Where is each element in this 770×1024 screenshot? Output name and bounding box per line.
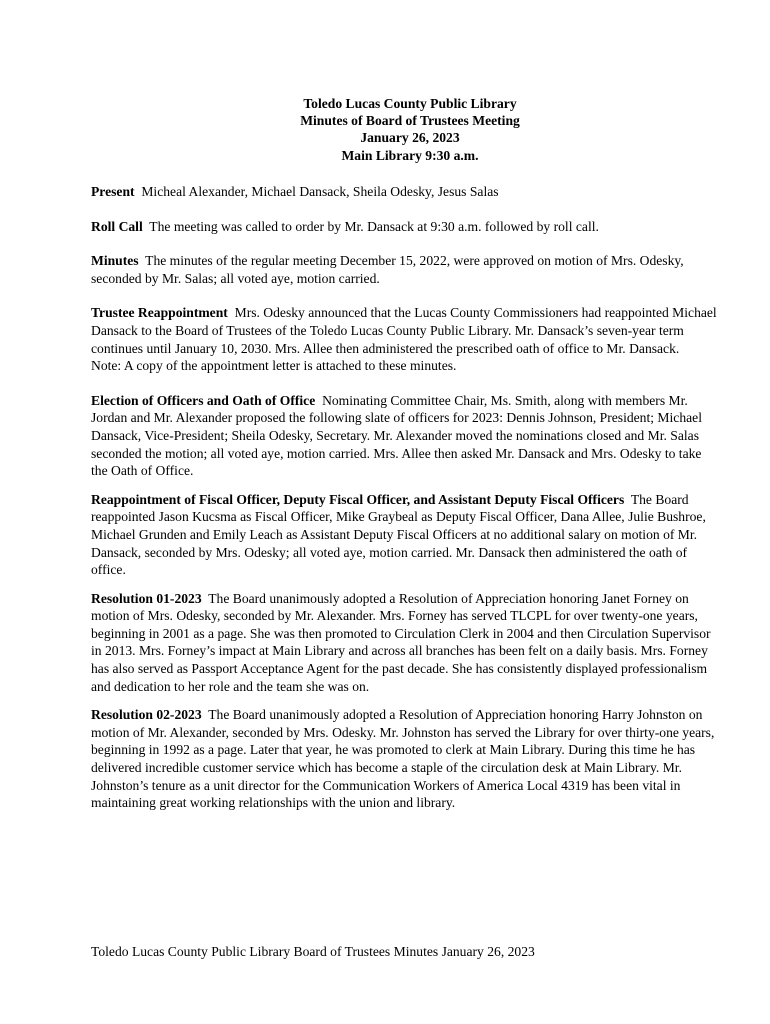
trustee-reappointment-note: Note: A copy of the appointment letter is attached to these minutes. xyxy=(91,358,457,374)
resolution-02-label: Resolution 02-2023 xyxy=(91,707,202,723)
page-footer: Toledo Lucas County Public Library Board of Trustees Minutes January 26, 2023 xyxy=(91,944,535,959)
election-label: Election of Officers and Oath of Office xyxy=(91,392,316,408)
election-text: Nominating Committee Chair, Ms. Smith, along with members Mr. Jordan and Mr. Alexander proposed the following slate of officers for 2023: Dennis Johnson, President; Michael Dansack, Vice-President; Sheila Odesky, Secretary. Mr. Alexander moved the nominations closed and Mr. Salas seconded the motion; all voted aye, motion carried. Mrs. Allee then asked Mr. Dansack and Mrs. Odesky to take the Oath of Office. xyxy=(91,392,702,479)
trustee-reappointment-paragraph xyxy=(91,304,721,357)
resolution-02-text: The Board unanimously adopted a Resolution of Appreciation honoring Harry Johnston on motion of Mr. Alexander, seconded by Mrs. Odesky. Mr. Johnston has served the Library for over thirty-one years, beginning in 1992 as a page. Later that year, he was promoted to clerk at Main Library. During this time he has delivered incredible customer service which has become a staple of the circulation desk at Main Library. Mr. Johnston’s tenure as a unit director for the Communication Workers of America Local 4319 has been vital in maintaining great working relationships with the union and library. xyxy=(91,707,715,811)
present-label: Present xyxy=(91,184,135,199)
present-text: Micheal Alexander, Michael Dansack, Sheila Odesky, Jesus Salas xyxy=(141,184,499,199)
section-trustee-reappointment xyxy=(91,304,721,374)
section-roll-call xyxy=(91,218,721,236)
minutes-text: The minutes of the regular meeting December 15, 2022, were approved on motion of Mrs. Odesky, seconded by Mr. Salas; all voted aye, motion carried. xyxy=(91,253,684,286)
resolution-01-text: The Board unanimously adopted a Resolution of Appreciation honoring Janet Forney on motion of Mrs. Odesky, seconded by Mr. Alexander. Mrs. Forney has served TLCPL for over twenty-one years, beginning in 2001 as a page. She was then promoted to Circulation Clerk in 2004 and then Circulation Supervisor in 2013. Mrs. Forney’s impact at Main Library and across all branches has been felt on a daily basis. Mrs. Forney has also served as Passport Acceptance Agent for the past decade. She has consistently displayed professionalism and dedication to her role and the team she was on. xyxy=(91,590,711,694)
section-present xyxy=(91,183,721,201)
minutes-body xyxy=(91,183,721,823)
trustee-reappointment-label: Trustee Reappointment xyxy=(91,305,228,321)
section-election xyxy=(91,392,721,480)
section-resolution-01-2023 xyxy=(91,590,721,696)
header-library-name: Toledo Lucas County Public Library xyxy=(303,96,517,111)
header-meeting-location: Main Library 9:30 a.m. xyxy=(341,147,479,163)
resolution-01-label: Resolution 01-2023 xyxy=(91,590,202,606)
header-meeting-title: Minutes of Board of Trustees Meeting xyxy=(300,113,520,129)
header-meeting-date: January 26, 2023 xyxy=(360,130,460,146)
fiscal-officers-label: Reappointment of Fiscal Officer, Deputy Fiscal Officer, and Assistant Deputy Fiscal Officers xyxy=(91,491,625,507)
fiscal-officers-text: The Board reappointed Jason Kucsma as Fiscal Officer, Mike Graybeal as Deputy Fiscal Officer, Dana Allee, Julie Bushroe, Michael Grunden and Emily Leach as Assistant Deputy Fiscal Officers at no additional salary on motion of Mr. Dansack, seconded by Mrs. Odesky; all voted aye, motion carried. Mr. Dansack then administered the oath of office. xyxy=(91,491,706,578)
section-resolution-02-2023 xyxy=(91,706,721,812)
document-header xyxy=(0,95,770,164)
roll-call-text: The meeting was called to order by Mr. Dansack at 9:30 a.m. followed by roll call. xyxy=(149,218,599,234)
roll-call-label: Roll Call xyxy=(91,218,143,234)
section-fiscal-officers xyxy=(91,491,721,579)
section-minutes xyxy=(91,252,721,287)
minutes-label: Minutes xyxy=(91,253,139,269)
trustee-reappointment-text: Mrs. Odesky announced that the Lucas County Commissioners had reappointed Michael Dansack to the Board of Trustees of the Toledo Lucas County Public Library. Mr. Dansack’s seven-year term continues until January 10, 2030. Mrs. Allee then administered the prescribed oath of office to Mr. Dansack. xyxy=(91,305,717,356)
